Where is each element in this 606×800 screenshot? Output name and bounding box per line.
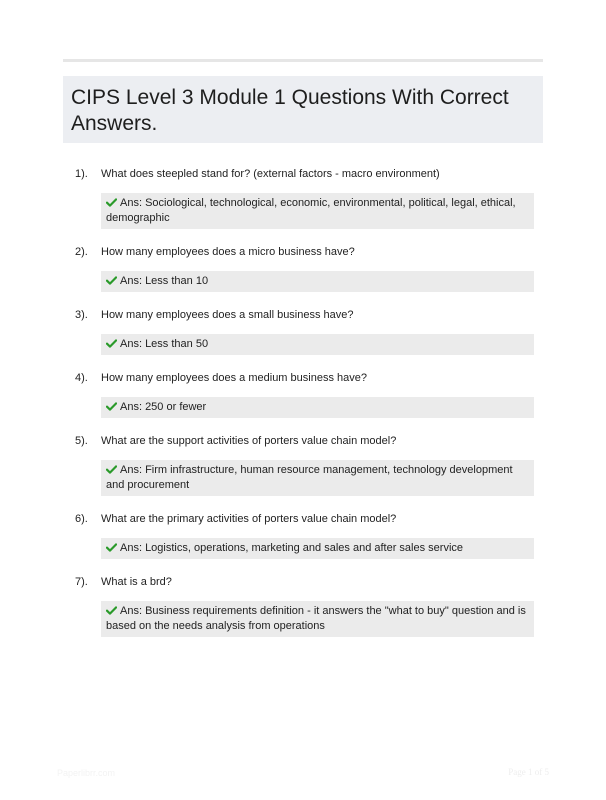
answer-box <box>101 601 534 637</box>
question-text: What are the support activities of porters value chain model? <box>101 435 397 447</box>
check-icon <box>106 465 117 474</box>
qa-item <box>63 308 543 355</box>
check-icon <box>106 339 117 348</box>
answer-text: Ans: Business requirements definition - it answers the "what to buy" question and is based on the needs analysis from operations <box>106 605 526 632</box>
question-number: 5). <box>75 435 88 447</box>
answer-text: Ans: Less than 10 <box>120 275 209 287</box>
question-row <box>63 167 543 185</box>
question-text: How many employees does a micro business have? <box>101 246 355 258</box>
answer-text: Ans: Logistics, operations, marketing and sales and after sales service <box>120 542 464 554</box>
question-row <box>63 575 543 593</box>
qa-list <box>63 167 543 653</box>
check-icon <box>106 198 117 207</box>
answer-text: Ans: 250 or fewer <box>120 401 207 413</box>
answer-box <box>101 538 534 559</box>
qa-item <box>63 245 543 292</box>
question-number: 4). <box>75 372 88 384</box>
question-text: How many employees does a small business have? <box>101 309 354 321</box>
question-number: 3). <box>75 309 88 321</box>
question-text: What are the primary activities of porters value chain model? <box>101 513 397 525</box>
page-title: CIPS Level 3 Module 1 Questions With Correct Answers. <box>71 86 509 135</box>
question-row <box>63 308 543 326</box>
question-text: How many employees does a medium business have? <box>101 372 367 384</box>
qa-item <box>63 575 543 637</box>
answer-box <box>101 334 534 355</box>
answer-text: Ans: Sociological, technological, economic, environmental, political, legal, ethical, demographic <box>106 197 516 224</box>
top-divider <box>63 59 543 62</box>
check-icon <box>106 543 117 552</box>
question-row <box>63 512 543 530</box>
question-text: What is a brd? <box>101 576 172 588</box>
question-number: 2). <box>75 246 88 258</box>
question-row <box>63 371 543 389</box>
question-row <box>63 434 543 452</box>
qa-item <box>63 434 543 496</box>
check-icon <box>106 402 117 411</box>
qa-item <box>63 371 543 418</box>
check-icon <box>106 606 117 615</box>
question-number: 1). <box>75 168 88 180</box>
qa-item <box>63 167 543 229</box>
question-text: What does steepled stand for? (external factors - macro environment) <box>101 168 440 180</box>
answer-box <box>101 193 534 229</box>
question-row <box>63 245 543 263</box>
answer-box <box>101 271 534 292</box>
page-number: Page 1 of 5 <box>508 767 549 777</box>
answer-box <box>101 460 534 496</box>
qa-item <box>63 512 543 559</box>
footer-watermark: Paperlibrr.com <box>57 768 116 778</box>
question-number: 6). <box>75 513 88 525</box>
answer-text: Ans: Firm infrastructure, human resource management, technology development and procurement <box>106 464 513 491</box>
answer-box <box>101 397 534 418</box>
answer-text: Ans: Less than 50 <box>120 338 209 350</box>
question-number: 7). <box>75 576 88 588</box>
check-icon <box>106 276 117 285</box>
title-banner <box>63 76 543 143</box>
